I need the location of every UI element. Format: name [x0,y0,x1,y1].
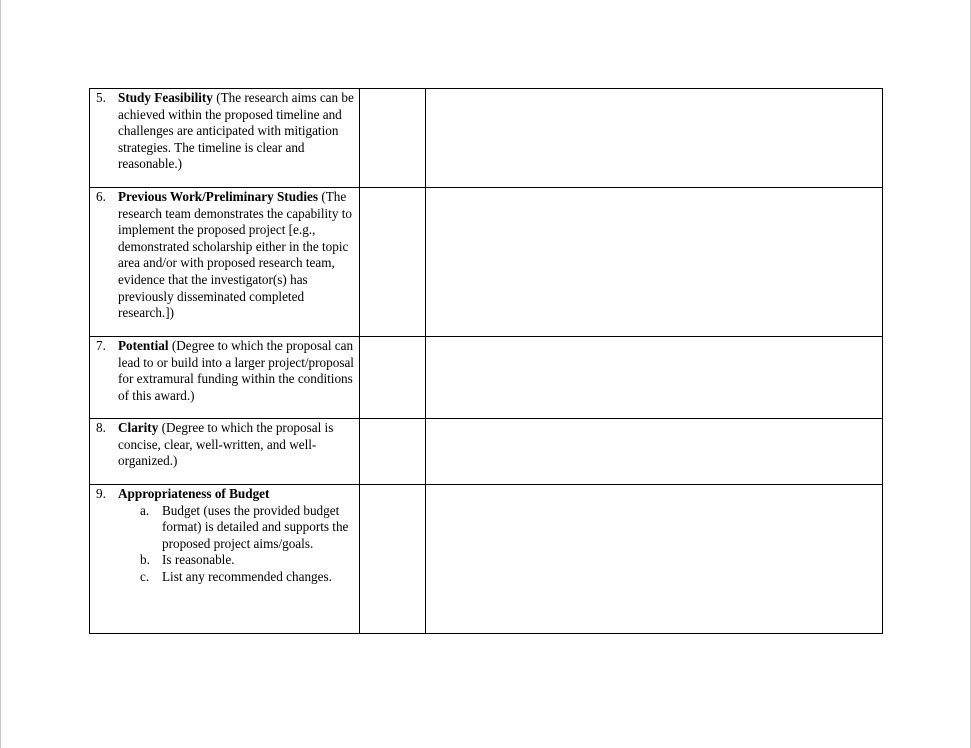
criterion-description: (The research aims can be achieved within the proposed timeline and challenges are anticipated with mitigation strategies. The timeline is clear and reasonable.) [118,90,354,172]
criterion-number: 7. [96,338,106,353]
score-cell[interactable] [360,89,426,188]
criterion-cell [90,337,360,419]
subitem-text: List any recommended changes. [162,568,332,584]
score-cell[interactable] [360,419,426,485]
subitem-label: b. [140,552,150,568]
criterion-title: Appropriateness of Budget [118,486,270,501]
criterion-cell [90,89,360,188]
score-cell[interactable] [360,188,426,337]
comments-cell[interactable] [426,419,883,485]
comments-cell[interactable] [426,337,883,419]
table-row [90,89,883,188]
score-cell[interactable] [360,337,426,419]
comments-cell[interactable] [426,89,883,188]
criterion-description: (Degree to which the proposal can lead to or build into a larger project/proposal for extramural funding within the conditions of this award.) [118,338,354,403]
table-row [90,188,883,337]
subitem-label: a. [140,502,150,518]
criterion-description: (The research team demonstrates the capability to implement the proposed project [e.g., demonstrated scholarship either in the topic area and/or with proposed research team, evidence that the investigator(s) has previously disseminated completed research.]) [118,189,352,321]
criterion-title: Previous Work/Preliminary Studies [118,189,319,204]
budget-subitems [118,503,355,586]
list-item [118,569,355,586]
criterion-cell [90,188,360,337]
list-item [118,503,355,553]
criterion-number: 5. [96,90,106,105]
table-row [90,337,883,419]
criterion-description: (Degree to which the proposal is concise, clear, well-written, and well-organized.) [118,420,334,469]
page-edge-left [0,0,1,748]
criterion-cell [90,485,360,634]
score-cell[interactable] [360,485,426,634]
criterion-title: Study Feasibility [118,90,213,105]
table-row [90,485,883,634]
criterion-number: 6. [96,189,106,204]
review-criteria-table [89,88,883,634]
criterion-number: 9. [96,486,106,501]
criterion-number: 8. [96,420,106,435]
criterion-title: Clarity [118,420,159,435]
subitem-text: Budget (uses the provided budget format) is detailed and supports the proposed project aims/goals. [162,502,349,551]
subitem-label: c. [140,568,150,584]
subitem-text: Is reasonable. [162,552,235,568]
criterion-title: Potential [118,338,169,353]
table-row [90,419,883,485]
list-item [118,552,355,569]
comments-cell[interactable] [426,188,883,337]
comments-cell[interactable] [426,485,883,634]
criterion-cell [90,419,360,485]
